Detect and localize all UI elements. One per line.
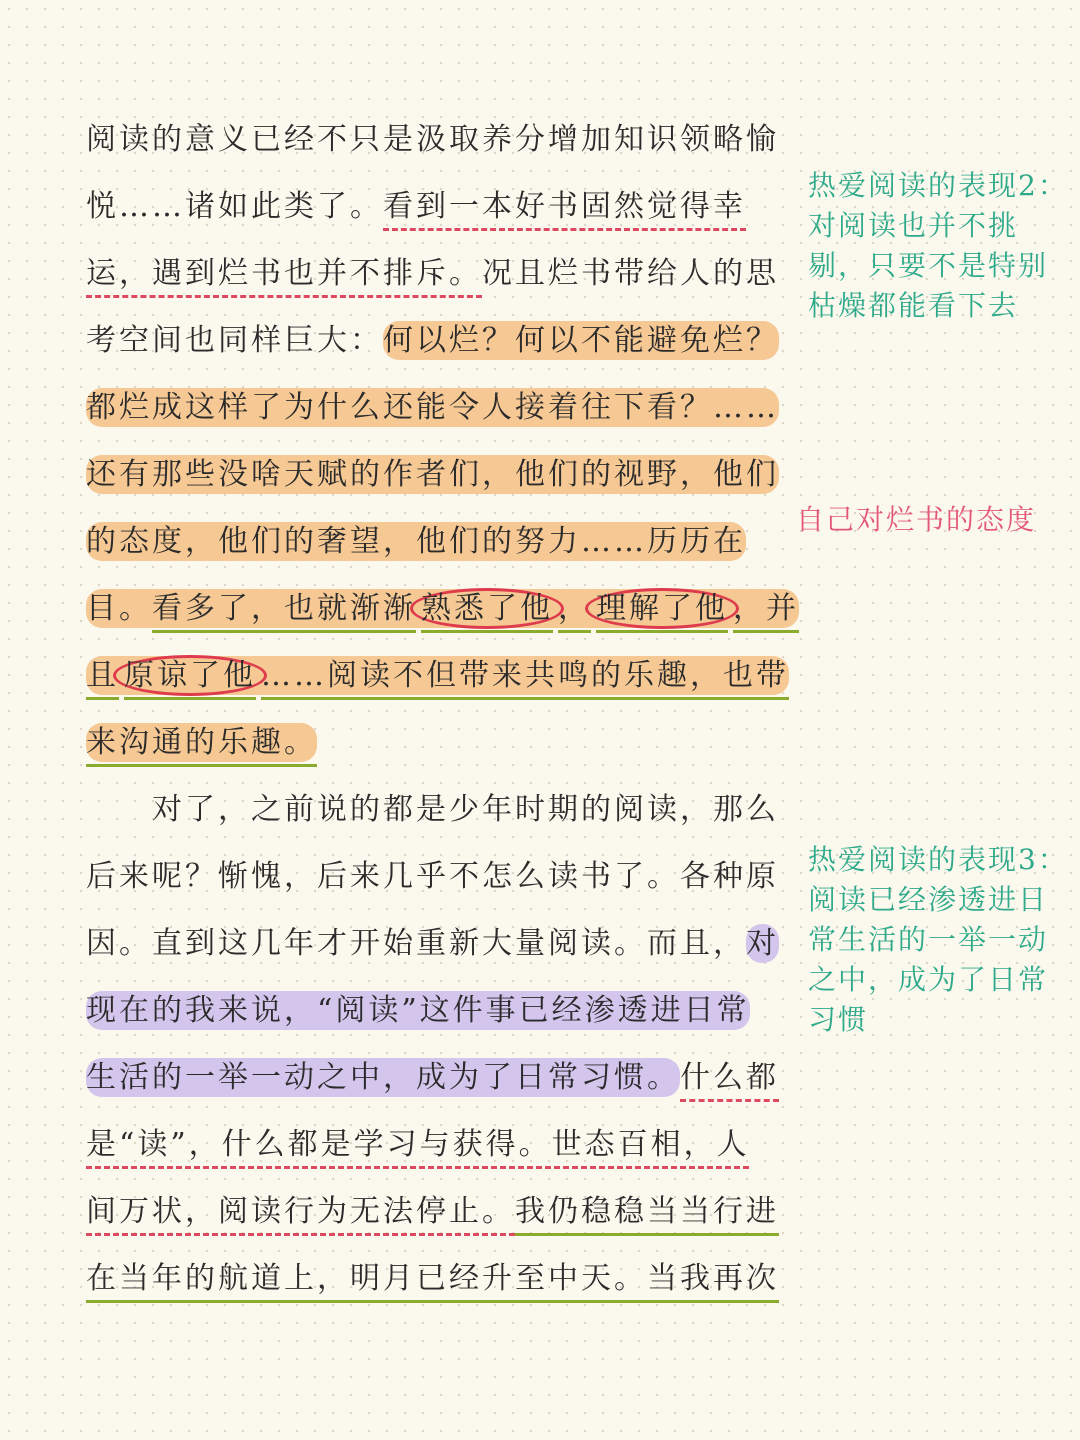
text-line [86, 585, 799, 633]
green-underline: 我仍稳稳当当行进 [515, 1194, 779, 1229]
green-underline: 在当年的航道上，明月已经升至中天。当我再次 [86, 1261, 779, 1296]
text-line [86, 1121, 750, 1169]
red-circle: 熟悉了他 [410, 588, 564, 629]
purple-highlight: 生活的一举一动之中，成为了日常习惯。 [86, 1060, 680, 1095]
orange-highlight: 何以烂？何以不能避免烂？ [383, 323, 779, 358]
purple-highlight: 对 [746, 926, 779, 961]
text-line [86, 719, 317, 767]
text-line [86, 1054, 779, 1102]
dashed-underline: 是“读”，什么都是学习与获得。世态百相，人 [86, 1127, 750, 1162]
orange-highlight: 来沟通的乐趣。 [86, 725, 317, 760]
text-line [86, 451, 779, 499]
margin-note: 热爱阅读的表现3： 阅读已经渗透进日 常生活的一举一动 之中，成为了日常 习惯 [808, 843, 1068, 1036]
text-line [86, 1255, 779, 1303]
orange-highlight: 都烂成这样了为什么还能令人接着往下看？…… [86, 390, 779, 425]
dashed-underline: 间万状，阅读行为无法停止。 [86, 1194, 515, 1229]
orange-highlight: 目。看多了，也就渐渐 熟悉了他 ， 理解了他 ，并 [86, 589, 799, 628]
margin-note: 热爱阅读的表现2： 对阅读也并不挑 剔，只要不是特别 枯燥都能看下去 [808, 169, 1068, 322]
text-line [86, 987, 750, 1035]
orange-highlight: 还有那些没啥天赋的作者们，他们的视野，他们 [86, 457, 779, 492]
text-line: 阅读的意义已经不只是汲取养分增加知识领略愉 [86, 122, 779, 157]
orange-highlight [86, 656, 789, 695]
dashed-underline: 运，遇到烂书也并不排斥。 [86, 256, 482, 291]
orange-highlight: 的态度，他们的奢望，他们的努力……历历在 [86, 524, 746, 559]
text-line: 运，遇到烂书也并不排斥。况且烂书带给人的思 [86, 256, 779, 291]
text-line [86, 384, 779, 432]
text-line [86, 1188, 779, 1236]
text-line: 对了，之前说的都是少年时期的阅读，那么 [152, 792, 779, 827]
text-line: 考空间也同样巨大：何以烂？何以不能避免烂？ [86, 323, 779, 358]
margin-note: 自己对烂书的态度 [796, 503, 1037, 536]
green-underline: 且 原谅了他 ……阅读不但带来共鸣的乐趣，也带 [86, 658, 789, 693]
green-underline: 看多了，也就渐渐 熟悉了他 ， 理解了他 ，并 [152, 591, 799, 626]
text-line: 悦……诸如此类了。看到一本好书固然觉得幸 [86, 189, 746, 224]
text-line: 后来呢？惭愧，后来几乎不怎么读书了。各种原 [86, 859, 779, 894]
dashed-underline: 什么都 [680, 1060, 779, 1095]
text-line: 因。直到这几年才开始重新大量阅读。而且，对 [86, 926, 779, 961]
red-circle: 原谅了他 [113, 655, 267, 696]
dashed-underline: 看到一本好书固然觉得幸 [383, 189, 746, 224]
text-line [86, 518, 746, 566]
text-line [86, 652, 789, 700]
purple-highlight: 现在的我来说，“阅读”这件事已经渗透进日常 [86, 993, 750, 1028]
red-circle: 理解了他 [585, 588, 739, 629]
